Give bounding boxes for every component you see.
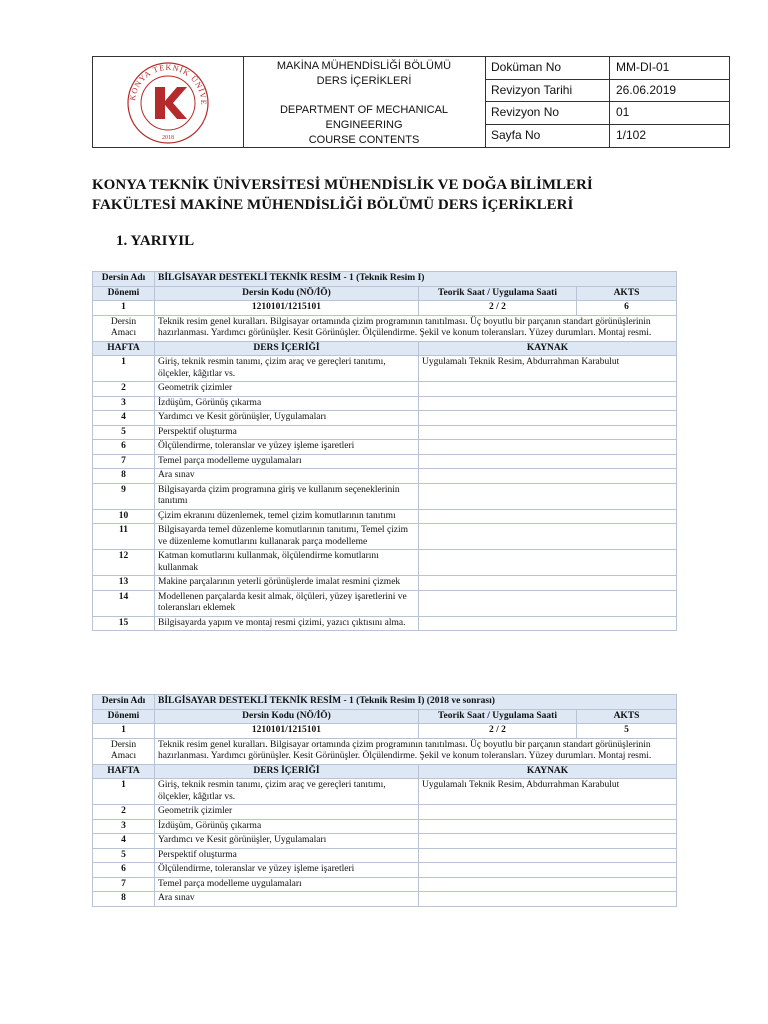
label-amaci — [93, 315, 155, 341]
label-ders-adi: Dersin Adı — [93, 272, 155, 287]
week-row — [93, 356, 677, 382]
label-icerik: DERS İÇERİĞİ — [155, 764, 419, 779]
week-row — [93, 877, 677, 892]
label-ders-adi: Dersin Adı — [93, 695, 155, 710]
course-hours: 2 / 2 — [419, 301, 577, 316]
meta-value: 01 — [616, 105, 630, 119]
course-akts: 5 — [577, 724, 677, 739]
week-row — [93, 616, 677, 631]
meta-key: Revizyon No — [485, 102, 610, 124]
week-row — [93, 440, 677, 455]
label-ders-kodu: Dersin Kodu (NÖ/İÖ) — [155, 286, 419, 301]
week-number: 4 — [93, 834, 155, 849]
logo-cell — [93, 57, 244, 147]
week-row — [93, 509, 677, 524]
week-source — [419, 892, 677, 907]
meta-key: Revizyon Tarihi — [485, 80, 610, 102]
weeks-header-row — [93, 341, 677, 356]
week-row — [93, 590, 677, 616]
dept-en-3: COURSE CONTENTS — [308, 134, 420, 146]
week-number: 7 — [93, 877, 155, 892]
week-source — [419, 834, 677, 849]
week-content: Ara sınav — [155, 469, 419, 484]
week-number: 8 — [93, 892, 155, 907]
document-title-line-1: KONYA TEKNİK ÜNİVERSİTESİ MÜHENDİSLİK VE DOĞA BİLİMLERİ — [92, 177, 593, 193]
university-logo — [93, 57, 243, 147]
label-ders-kodu: Dersin Kodu (NÖ/İÖ) — [155, 709, 419, 724]
week-source — [419, 469, 677, 484]
week-row — [93, 382, 677, 397]
week-row — [93, 469, 677, 484]
course-name: BİLGİSAYAR DESTEKLİ TEKNİK RESİM - 1 (Teknik Resim I) (2018 ve sonrası) — [155, 695, 677, 710]
course-aim: Teknik resim genel kuralları. Bilgisayar ortamında çizim programının tanıtılması. Üç boyutlu bir parçanın standart görünüşlerinin hazırlanması. Yardımcı görünüşler. Kesit Görünüşler. Ölçülendirme. Şekil ve konum toleransları. Yüzey durumları. Montaj resmi. — [155, 315, 677, 341]
week-source — [419, 616, 677, 631]
label-amaci-1: Dersin — [110, 739, 137, 750]
week-content: Ölçülendirme, toleranslar ve yüzey işleme işaretleri — [155, 863, 419, 878]
week-content: Yardımcı ve Kesit görünüşler, Uygulamaları — [155, 834, 419, 849]
week-row — [93, 524, 677, 550]
week-source — [419, 524, 677, 550]
meta-row — [485, 102, 730, 125]
week-number: 14 — [93, 590, 155, 616]
week-source — [419, 425, 677, 440]
week-number: 12 — [93, 550, 155, 576]
week-number: 4 — [93, 411, 155, 426]
course-name: BİLGİSAYAR DESTEKLİ TEKNİK RESİM - 1 (Teknik Resim I) — [155, 272, 677, 287]
logo-k-mark — [155, 87, 187, 119]
label-amaci-1: Dersin — [110, 316, 137, 327]
label-icerik: DERS İÇERİĞİ — [155, 341, 419, 356]
course-header-row — [93, 709, 677, 724]
week-source — [419, 440, 677, 455]
week-number: 10 — [93, 509, 155, 524]
week-number: 13 — [93, 576, 155, 591]
meta-row — [485, 125, 730, 148]
week-source: Uygulamalı Teknik Resim, Abdurrahman Karabulut — [419, 356, 677, 382]
week-content: İzdüşüm, Görünüş çıkarma — [155, 819, 419, 834]
week-content: Bilgisayarda yapım ve montaj resmi çizimi, yazıcı çıktısını alma. — [155, 616, 419, 631]
week-source — [419, 550, 677, 576]
week-content: Temel parça modelleme uygulamaları — [155, 454, 419, 469]
document-title — [92, 175, 692, 215]
meta-value: 1/102 — [616, 127, 647, 142]
week-content: Ara sınav — [155, 892, 419, 907]
course-code: 1210101/1215101 — [155, 724, 419, 739]
section-heading: 1. YARIYIL — [116, 233, 195, 249]
meta-key: Sayfa No — [485, 125, 610, 148]
week-source — [419, 382, 677, 397]
week-content: İzdüşüm, Görünüş çıkarma — [155, 396, 419, 411]
week-content: Yardımcı ve Kesit görünüşler, Uygulamaları — [155, 411, 419, 426]
week-row — [93, 396, 677, 411]
week-row — [93, 483, 677, 509]
week-source — [419, 396, 677, 411]
week-number: 6 — [93, 440, 155, 455]
week-content: Katman komutlarını kullanmak, ölçülendirme komutlarını kullanmak — [155, 550, 419, 576]
week-row — [93, 779, 677, 805]
meta-value: MM-DI-01 — [616, 60, 670, 74]
meta-row — [485, 57, 730, 80]
week-row — [93, 819, 677, 834]
course-akts: 6 — [577, 301, 677, 316]
course-table-1 — [92, 271, 677, 631]
header-title-cell — [243, 57, 486, 147]
meta-row — [485, 80, 730, 103]
week-number: 2 — [93, 805, 155, 820]
logo-year: 2018 — [162, 135, 174, 141]
course-info-row — [93, 724, 677, 739]
label-amaci — [93, 738, 155, 764]
week-content: Giriş, teknik resmin tanımı, çizim araç ve gereçleri tanıtımı, ölçekler, kâğıtlar vs. — [155, 356, 419, 382]
week-content: Modellenen parçalarda kesit almak, ölçüleri, yüzey işaretlerini ve toleransları eklemek — [155, 590, 419, 616]
week-row — [93, 848, 677, 863]
course-table-2 — [92, 694, 677, 907]
label-akts: AKTS — [577, 709, 677, 724]
week-row — [93, 805, 677, 820]
week-number: 3 — [93, 819, 155, 834]
course-aim-row — [93, 315, 677, 341]
week-source — [419, 454, 677, 469]
label-saat: Teorik Saat / Uygulama Saati — [419, 286, 577, 301]
week-number: 5 — [93, 848, 155, 863]
dept-tr-2: DERS İÇERİKLERİ — [316, 75, 412, 87]
dept-en-2: ENGINEERING — [325, 119, 403, 131]
week-source — [419, 863, 677, 878]
logo-text: KONYA TEKNİK ÜNİVE — [127, 62, 209, 106]
svg-text:KONYA TEKNİK ÜNİVERSİTESİ — [93, 57, 208, 106]
week-content: Bilgisayarda temel düzenleme komutlarının tanıtımı, Temel çizim ve düzenleme komutlarını kullanarak parça modelleme — [155, 524, 419, 550]
week-number: 2 — [93, 382, 155, 397]
header-meta — [485, 57, 730, 147]
week-row — [93, 550, 677, 576]
meta-key: Doküman No — [485, 57, 610, 79]
course-donem: 1 — [93, 724, 155, 739]
week-number: 1 — [93, 779, 155, 805]
week-row — [93, 834, 677, 849]
course-aim: Teknik resim genel kuralları. Bilgisayar ortamında çizim programının tanıtılması. Üç boyutlu bir parçanın standart görünüşlerinin hazırlanması. Yardımcı görünüşler. Kesit Görünüşler. Ölçülendirme. Şekil ve konum toleransları. Yüzey durumları. Montaj resmi. — [155, 738, 677, 764]
week-source — [419, 483, 677, 509]
week-row — [93, 454, 677, 469]
label-kaynak: KAYNAK — [419, 341, 677, 356]
label-amaci-2: Amacı — [110, 328, 137, 338]
week-source — [419, 805, 677, 820]
week-number: 9 — [93, 483, 155, 509]
week-source — [419, 848, 677, 863]
course-name-row — [93, 272, 677, 287]
label-saat: Teorik Saat / Uygulama Saati — [419, 709, 577, 724]
dept-en-1: DEPARTMENT OF MECHANICAL — [279, 104, 449, 116]
week-source: Uygulamalı Teknik Resim, Abdurrahman Karabulut — [419, 779, 677, 805]
course-name-row — [93, 695, 677, 710]
week-number: 1 — [93, 356, 155, 382]
week-row — [93, 411, 677, 426]
document-header — [92, 56, 730, 148]
weeks-header-row — [93, 764, 677, 779]
week-number: 11 — [93, 524, 155, 550]
label-hafta: HAFTA — [93, 341, 155, 356]
week-content: Perspektif oluşturma — [155, 425, 419, 440]
label-kaynak: KAYNAK — [419, 764, 677, 779]
week-number: 15 — [93, 616, 155, 631]
week-number: 5 — [93, 425, 155, 440]
label-donemi: Dönemi — [93, 286, 155, 301]
course-header-row — [93, 286, 677, 301]
week-content: Çizim ekranını düzenlemek, temel çizim komutlarının tanıtımı — [155, 509, 419, 524]
week-source — [419, 576, 677, 591]
label-hafta: HAFTA — [93, 764, 155, 779]
week-row — [93, 425, 677, 440]
week-number: 7 — [93, 454, 155, 469]
week-content: Temel parça modelleme uygulamaları — [155, 877, 419, 892]
week-content: Giriş, teknik resmin tanımı, çizim araç ve gereçleri tanıtımı, ölçekler, kâğıtlar vs. — [155, 779, 419, 805]
course-donem: 1 — [93, 301, 155, 316]
week-number: 6 — [93, 863, 155, 878]
week-source — [419, 590, 677, 616]
week-content: Geometrik çizimler — [155, 805, 419, 820]
week-row — [93, 892, 677, 907]
document-title-line-2: FAKÜLTESİ MAKİNE MÜHENDİSLİĞİ BÖLÜMÜ DERS İÇERİKLERİ — [92, 197, 574, 213]
course-code: 1210101/1215101 — [155, 301, 419, 316]
week-content: Geometrik çizimler — [155, 382, 419, 397]
meta-value: 26.06.2019 — [616, 82, 677, 97]
week-source — [419, 877, 677, 892]
week-content: Makine parçalarının yeterli görünüşlerde imalat resmini çizmek — [155, 576, 419, 591]
course-info-row — [93, 301, 677, 316]
week-number: 3 — [93, 396, 155, 411]
week-content: Perspektif oluşturma — [155, 848, 419, 863]
label-donemi: Dönemi — [93, 709, 155, 724]
dept-tr-1: MAKİNA MÜHENDİSLİĞİ BÖLÜMÜ — [276, 60, 452, 72]
week-source — [419, 819, 677, 834]
week-content: Bilgisayarda çizim programına giriş ve kullanım seçeneklerinin tanıtımı — [155, 483, 419, 509]
week-source — [419, 509, 677, 524]
course-aim-row — [93, 738, 677, 764]
course-hours: 2 / 2 — [419, 724, 577, 739]
label-akts: AKTS — [577, 286, 677, 301]
label-amaci-2: Amacı — [110, 751, 137, 761]
week-source — [419, 411, 677, 426]
week-number: 8 — [93, 469, 155, 484]
week-content: Ölçülendirme, toleranslar ve yüzey işleme işaretleri — [155, 440, 419, 455]
week-row — [93, 576, 677, 591]
week-row — [93, 863, 677, 878]
